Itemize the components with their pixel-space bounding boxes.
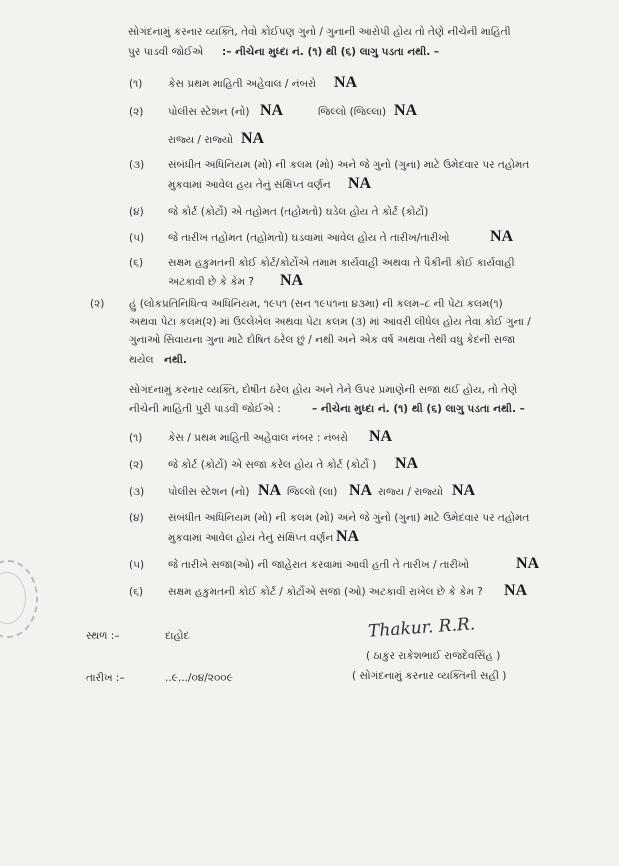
signature: Thakur. R.R. bbox=[367, 614, 476, 642]
s2-item2-value: NA bbox=[395, 455, 419, 472]
s1-item3-num: (૩) bbox=[129, 159, 145, 171]
s2-item3-text: પોલીસ સ્ટેશન (નો) bbox=[168, 486, 250, 498]
s2-item3-text3: રાજ્ય / રાજ્યો bbox=[378, 486, 444, 498]
section2-para-last-prefix: થયેલ bbox=[129, 354, 154, 366]
s1-item3-text-line2: મુકવામાં આવેલ હય તેનું સંક્ષિપ્ત વર્ણન bbox=[168, 179, 331, 191]
section1-intro-bold: :– નીચેના મુધ્દા નં. (૧) થી (૬) લાગુ પડતા નથી. – bbox=[222, 46, 440, 58]
section2-para-last-bold: નથી. bbox=[164, 354, 187, 366]
section2-num: (૨) bbox=[90, 298, 105, 310]
section2-para-line1: હું (લોકપ્રતિનિધિત્વ અધિનિયમ, ૧૯૫૧ (સન ૧૯૫૧ના ૪૩મા) ની કલમ–૮ ની પેટા કલમ(૧) bbox=[129, 298, 503, 310]
s2-item5-num: (૫) bbox=[129, 559, 145, 571]
s2-item3-value3: NA bbox=[452, 482, 476, 499]
s2-item4-text-line2: મુકવામાં આવેલ હોય તેનું સંક્ષિપ્ત વર્ણન bbox=[168, 532, 334, 544]
s1-item6-value: NA bbox=[280, 272, 304, 289]
s1-item5-text: જે તારીખ તહોમત (તહોમતો) ઘડવામાં આવેલ હોય તે તારીખ/તારીખો bbox=[168, 232, 450, 244]
s1-item4-num: (૪) bbox=[129, 206, 144, 218]
s2-item3-value2: NA bbox=[349, 482, 373, 499]
section2-intro-line2: નીચેની માહિતી પુરી પાડવી જોઈએ : bbox=[129, 403, 281, 415]
s2-item1-value: NA bbox=[369, 428, 393, 445]
s2-item3-num: (૩) bbox=[129, 486, 145, 498]
s1-item1-value: NA bbox=[334, 74, 358, 91]
s2-item5-value: NA bbox=[516, 555, 540, 572]
s1-item6-num: (૬) bbox=[129, 257, 144, 269]
date-value: ..૯.../૦૪/૨૦૦૯ bbox=[165, 672, 233, 684]
s1-item2-text3: રાજ્ય / રાજ્યો bbox=[168, 134, 234, 146]
s2-item4-value: NA bbox=[336, 528, 360, 545]
section2-intro-bold: – નીચેના મુધ્દા નં. (૧) થી (૬) લાગુ પડતા નથી. – bbox=[312, 403, 525, 415]
s2-item5-text: જે તારીખે સજા(ઓ) ની જાહેરાત કરવામાં આવી હતી તે તારીખ / તારીખો bbox=[168, 559, 470, 571]
s2-item3-text2: જિલ્લો (લા) bbox=[287, 486, 338, 498]
s1-item2-value: NA bbox=[260, 102, 284, 119]
s1-item2-value2: NA bbox=[394, 102, 418, 119]
s2-item2-num: (૨) bbox=[129, 459, 144, 471]
section1-intro-line1: સોગંદનામું કરનાર વ્યક્તિ, તેવો કોઈપણ ગુનો / ગુનાની આરોપી હોય તો તેણે નીચેની માહિતી bbox=[128, 26, 511, 38]
s1-item2-text2: જિલ્લો (જિલ્લા) bbox=[318, 106, 387, 118]
s2-item4-num: (૪) bbox=[129, 512, 144, 524]
s1-item6-text: સક્ષમ હકુમતની કોઈ કોર્ટ/કોર્ટોએ તમામ કાર્યવાહી અથવા તે પૈકીની કોઈ કાર્યવાહી bbox=[168, 257, 515, 269]
place-label: સ્થળ :– bbox=[86, 630, 120, 642]
s1-item6-text-line2: અટકાવી છે કે કેમ ? bbox=[168, 276, 254, 288]
s1-item2-value3: NA bbox=[241, 130, 265, 147]
s2-item4-text: સંબંધીત અધિનિયમ (મો) ની કલમ (મો) અને જે ગુનો (ગુના) માટે ઉમેદવાર પર તહોમત bbox=[168, 512, 530, 524]
s2-item1-text: કેસ / પ્રથમ માહિતી અહેવાલ નંબર : નંબરો bbox=[168, 432, 349, 444]
s2-item6-value: NA bbox=[504, 582, 528, 599]
section2-para-line2: અથવા પેટા કલમ(૨) માં ઉલ્લેખેલ અથવા પેટા કલમ (૩) માં આવરી લીધેલ હોય તેવા કોઈ ગુના / bbox=[129, 316, 531, 328]
s1-item2-text: પોલીસ સ્ટેશન (નો) bbox=[168, 106, 250, 118]
s1-item3-value: NA bbox=[348, 175, 372, 192]
s1-item2-num: (૨) bbox=[129, 106, 144, 118]
s2-item2-text: જે કોર્ટ (કોર્ટો) એ સજા કરેલ હોય તે કોર્ટ (કોર્ટો ) bbox=[168, 459, 377, 471]
signer-name: ( ઠાકુર રાકેશભાઈ રાજદેવસિંહ ) bbox=[366, 650, 501, 662]
section2-intro-line1: સોગંદનામું કરનાર વ્યક્તિ, દોષીત ઠરેલ હોય અને તેને ઉપર પ્રમાણેની સજા થઈ હોય, તો તેણે bbox=[129, 384, 518, 396]
s1-item3-text: સંબંધીત અધિનિયમ (મો) ની કલમ (મો) અને જે ગુનો (ગુના) માટે ઉમેદવાર પર તહોમત bbox=[168, 159, 530, 171]
signer-role: ( સોગંદનામું કરનાર વ્યક્તિની સહી ) bbox=[352, 670, 507, 682]
s1-item4-text: જે કોર્ટ (કોર્ટો) એ તહોમત (તહોમતો) ઘડેલ હોય તે કોર્ટ (કોર્ટો) bbox=[168, 206, 429, 218]
s2-item6-text: સક્ષમ હકુમતની કોઈ કોર્ટ / કોર્ટોએ સજા (ઓ) અટકાવી રાખેલ છે કે કેમ ? bbox=[168, 586, 483, 598]
place-value: દાહોદ bbox=[165, 630, 190, 642]
date-label: તારીખ :– bbox=[86, 672, 125, 684]
s1-item5-value: NA bbox=[490, 228, 514, 245]
s1-item1-num: (૧) bbox=[129, 78, 143, 90]
s2-item1-num: (૧) bbox=[129, 432, 143, 444]
section2-para-line3: ગુનાઓ સિવાયના ગુના માટે દોષિત ઠરેલ છું / નથી અને એક વર્ષ અથવા તેથી વધુ કેદની સજા bbox=[129, 334, 516, 346]
s2-item6-num: (૬) bbox=[129, 586, 144, 598]
s2-item3-value: NA bbox=[258, 482, 282, 499]
section1-intro-line2: પુર પાડવી જોઈએ bbox=[128, 46, 204, 58]
s1-item5-num: (૫) bbox=[129, 232, 145, 244]
s1-item1-text: કેસ પ્રથમ માહિતી અહેવાલ / નંબરો bbox=[168, 78, 317, 90]
